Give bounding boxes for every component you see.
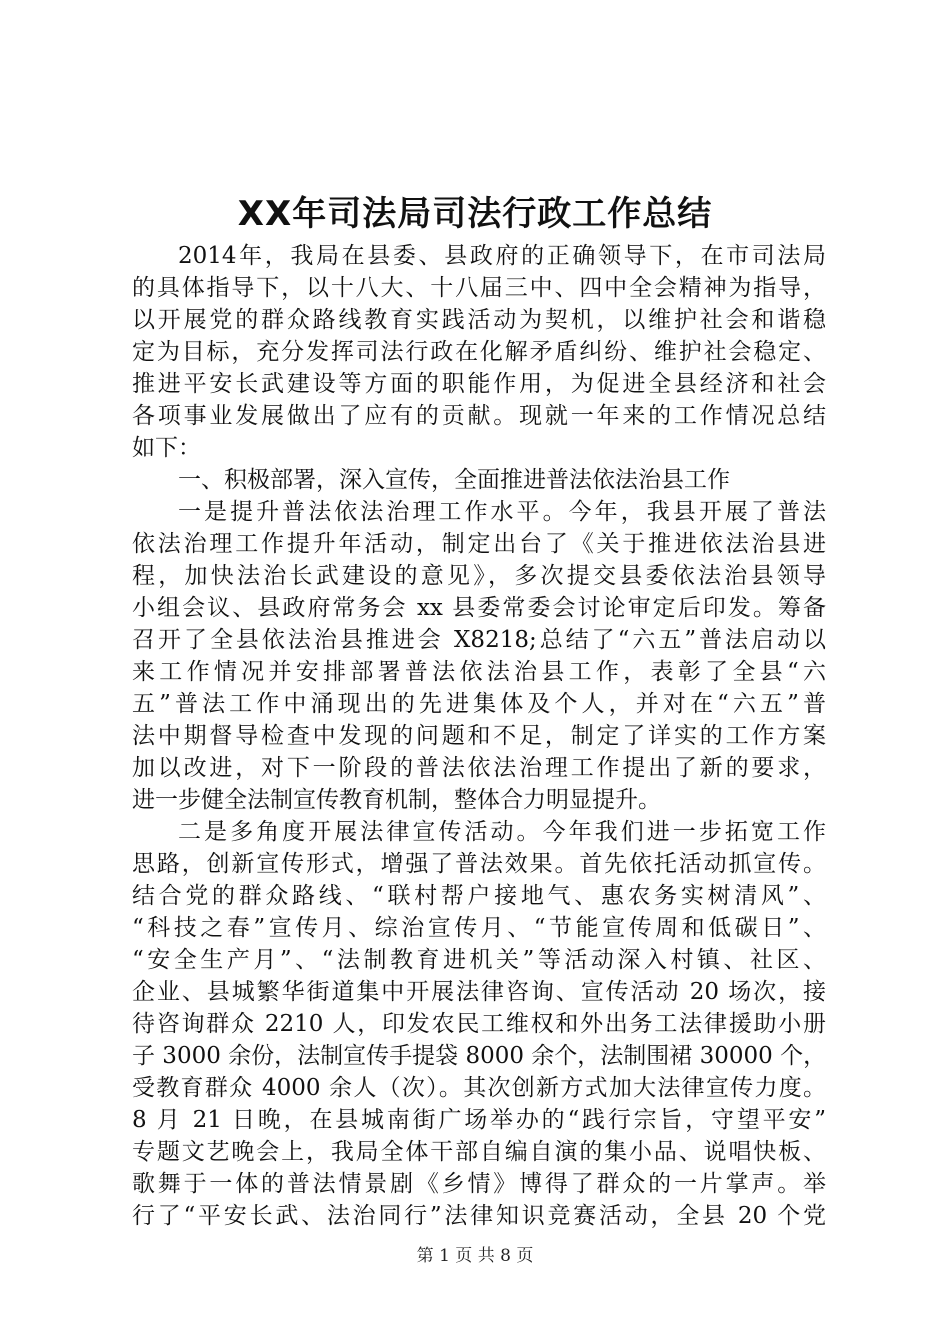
body-line: 各项事业发展做出了应有的贡献。现就一年来的工作情况总结 bbox=[132, 403, 826, 429]
body-line: 思路，创新宣传形式，增强了普法效果。首先依托活动抓宣传。 bbox=[132, 851, 826, 877]
body-line: 一、积极部署，深入宣传，全面推进普法依法治县工作 bbox=[178, 467, 730, 493]
body-line: 受教育群众 4000 余人（次）。其次创新方式加大法律宣传力度。 bbox=[132, 1075, 826, 1101]
body-line: 程，加快法治长武建设的意见》，多次提交县委依法治县领导 bbox=[132, 563, 826, 589]
body-line: 以开展党的群众路线教育实践活动为契机，以维护社会和谐稳 bbox=[132, 307, 826, 333]
body-line: 推进平安长武建设等方面的职能作用，为促进全县经济和社会 bbox=[132, 371, 826, 397]
body-line: 进一步健全法制宣传教育机制，整体合力明显提升。 bbox=[132, 787, 661, 813]
body-line: 2014年，我局在县委、县政府的正确领导下，在市司法局 bbox=[178, 243, 826, 269]
body-line: “安全生产月”、“法制教育进机关”等活动深入村镇、社区、 bbox=[132, 947, 826, 973]
body-line: 小组会议、县政府常务会 xx 县委常委会讨论审定后印发。筹备 bbox=[132, 595, 826, 621]
body-line: 一是提升普法依法治理工作水平。今年，我县开展了普法 bbox=[178, 499, 826, 525]
body-line: 待咨询群众 2210 人，印发农民工维权和外出务工法律援助小册 bbox=[132, 1011, 826, 1037]
body-line: 依法治理工作提升年活动，制定出台了《关于推进依法治县进 bbox=[132, 531, 826, 557]
body-line: 歌舞于一体的普法情景剧《乡情》博得了群众的一片掌声。举 bbox=[132, 1171, 826, 1197]
page-footer: 第 1 页 共 8 页 bbox=[416, 1246, 534, 1266]
document-body bbox=[132, 240, 826, 1232]
body-line: 来工作情况并安排部署普法依法治县工作，表彰了全县“六 bbox=[132, 659, 826, 685]
body-line: 专题文艺晚会上，我局全体干部自编自演的集小品、说唱快板、 bbox=[132, 1139, 826, 1165]
body-line: 行了“平安长武、法治同行”法律知识竞赛活动，全县 20 个党 bbox=[132, 1203, 826, 1229]
body-line: 定为目标，充分发挥司法行政在化解矛盾纠纷、维护社会稳定、 bbox=[132, 339, 826, 365]
body-line: 如下： bbox=[132, 435, 201, 461]
body-line: 8 月 21 日晚，在县城南街广场举办的“践行宗旨，守望平安” bbox=[132, 1107, 826, 1133]
body-line: 召开了全县依法治县推进会 X8218;总结了“六五”普法启动以 bbox=[132, 627, 826, 653]
document-title: XX年司法局司法行政工作总结 bbox=[237, 194, 713, 234]
body-line: 结合党的群众路线、“联村帮户接地气、惠农务实树清风”、 bbox=[132, 883, 826, 909]
body-line: 加以改进，对下一阶段的普法依法治理工作提出了新的要求， bbox=[132, 755, 826, 781]
body-line: 二是多角度开展法律宣传活动。今年我们进一步拓宽工作 bbox=[178, 819, 826, 845]
body-line: “科技之春”宣传月、综治宣传月、“节能宣传周和低碳日”、 bbox=[132, 915, 826, 941]
body-line: 法中期督导检查中发现的问题和不足，制定了详实的工作方案 bbox=[132, 723, 826, 749]
body-line: 企业、县城繁华街道集中开展法律咨询、宣传活动 20 场次，接 bbox=[132, 979, 826, 1005]
body-line: 五”普法工作中涌现出的先进集体及个人，并对在“六五”普 bbox=[132, 691, 826, 717]
body-line: 的具体指导下，以十八大、十八届三中、四中全会精神为指导， bbox=[132, 275, 826, 301]
body-line: 子 3000 余份，法制宣传手提袋 8000 余个，法制围裙 30000 个， bbox=[132, 1043, 826, 1069]
